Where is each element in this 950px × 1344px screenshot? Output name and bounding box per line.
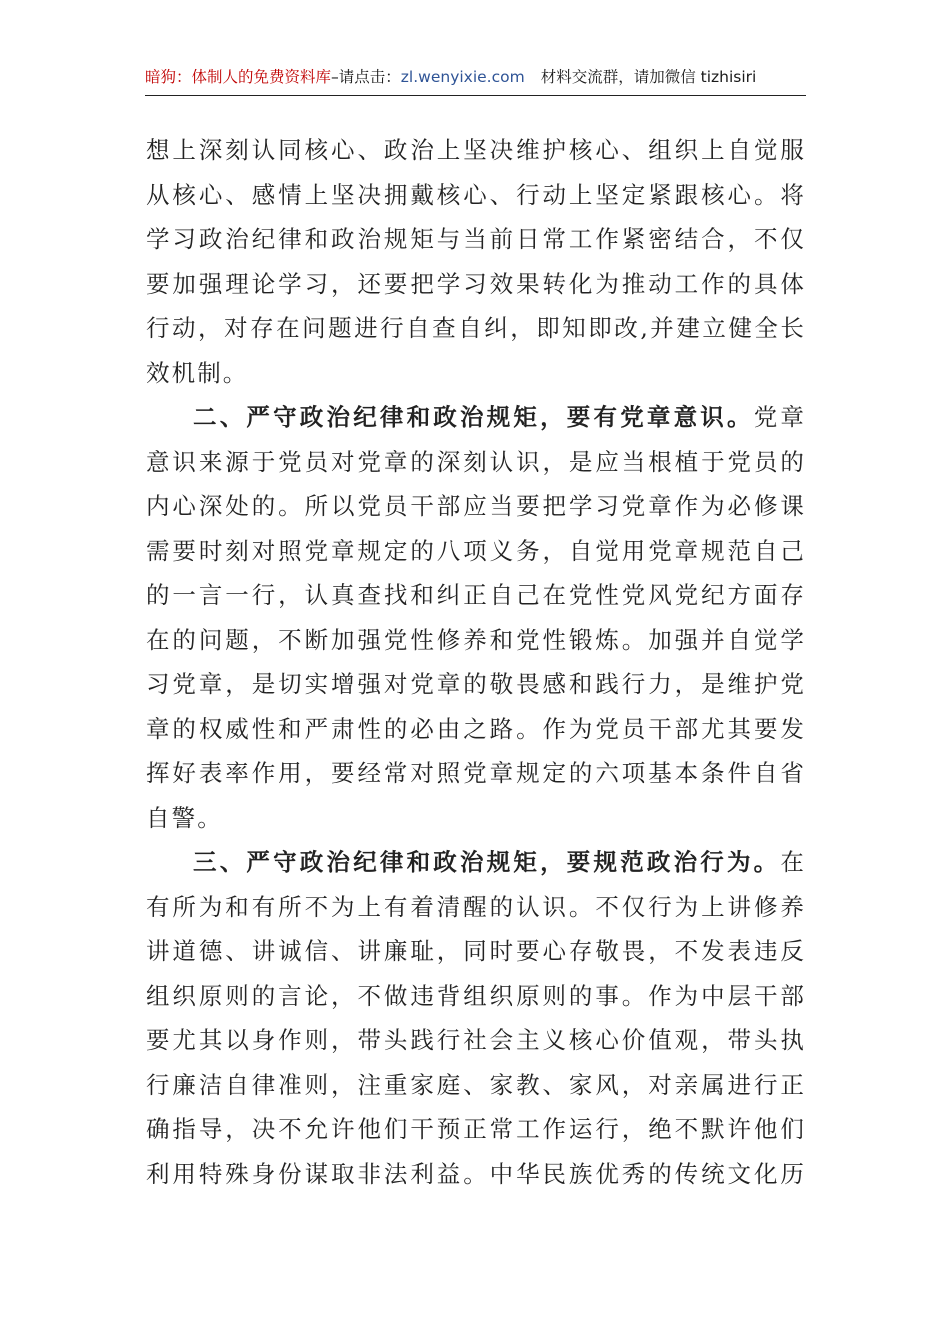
text-line: 行廉洁自律准则，注重家庭、家教、家风，对亲属进行正 bbox=[146, 1070, 806, 1099]
text-line: 组织原则的言论，不做违背组织原则的事。作为中层干部 bbox=[146, 981, 806, 1010]
text-line: 在的问题，不断加强党性修养和党性锻炼。加强并自觉学 bbox=[146, 625, 806, 654]
section-heading-2: 二、严守政治纪律和政治规矩，要有党章意识。 bbox=[193, 403, 754, 431]
text-line: 挥好表率作用，要经常对照党章规定的六项基本条件自省 bbox=[146, 759, 806, 787]
paragraph-heading-line bbox=[146, 395, 806, 440]
text-line: 要加强理论学习，还要把学习效果转化为推动工作的具体 bbox=[146, 269, 806, 298]
section-heading-3: 三、严守政治纪律和政治规矩，要规范政治行为。 bbox=[193, 848, 781, 876]
text-line: 自警。 bbox=[146, 803, 223, 832]
text-line: 需要时刻对照党章规定的八项义务，自觉用党章规范自己 bbox=[146, 536, 806, 565]
text-line: 要尤其以身作则，带头践行社会主义核心价值观，带头执 bbox=[146, 1026, 806, 1054]
page-header bbox=[145, 62, 806, 96]
heading-rest-text: 党章 bbox=[753, 403, 806, 431]
header-group-text: 材料交流群，请加微信 tizhisiri bbox=[540, 68, 757, 86]
text-line: 内心深处的。所以党员干部应当要把学习党章作为必修课 bbox=[146, 492, 806, 520]
text-line: 学习政治纪律和政治规矩与当前日常工作紧密结合，不仅 bbox=[146, 225, 806, 253]
header-url-link[interactable]: zl.wenyixie.com bbox=[400, 68, 525, 86]
text-line: 行动，对存在问题进行自查自纠，即知即改,并建立健全长 bbox=[146, 314, 806, 342]
paragraph-heading-line bbox=[146, 840, 806, 885]
text-line: 确指导，决不允许他们干预正常工作运行，绝不默许他们 bbox=[146, 1115, 806, 1143]
text-line: 的一言一行，认真查找和纠正自己在党性党风党纪方面存 bbox=[146, 581, 806, 609]
text-line: 习党章，是切实增强对党章的敬畏感和践行力，是维护党 bbox=[146, 670, 806, 698]
paragraph-1 bbox=[146, 128, 806, 395]
text-line: 意识来源于党员对党章的深刻认识，是应当根植于党员的 bbox=[146, 447, 806, 476]
text-line: 利用特殊身份谋取非法利益。中华民族优秀的传统文化历 bbox=[146, 1159, 806, 1188]
header-click-prefix: –请点击： bbox=[331, 68, 401, 86]
text-line: 效机制。 bbox=[146, 358, 249, 387]
paragraph-3 bbox=[146, 840, 806, 1196]
paragraph-2 bbox=[146, 395, 806, 840]
text-line: 讲道德、讲诚信、讲廉耻，同时要心存敬畏，不发表违反 bbox=[146, 937, 806, 965]
document-body bbox=[146, 128, 806, 1196]
text-line: 想上深刻认同核心、政治上坚决维护核心、组织上自觉服 bbox=[146, 136, 806, 164]
text-line: 从核心、感情上坚决拥戴核心、行动上坚定紧跟核心。将 bbox=[146, 180, 806, 209]
text-line: 有所为和有所不为上有着清醒的认识。不仅行为上讲修养 bbox=[146, 892, 806, 921]
heading-rest-text: 在 bbox=[780, 848, 806, 876]
header-brand: 暗狗：体制人的免费资料库 bbox=[145, 68, 332, 86]
text-line: 章的权威性和严肃性的必由之路。作为党员干部尤其要发 bbox=[146, 714, 806, 743]
